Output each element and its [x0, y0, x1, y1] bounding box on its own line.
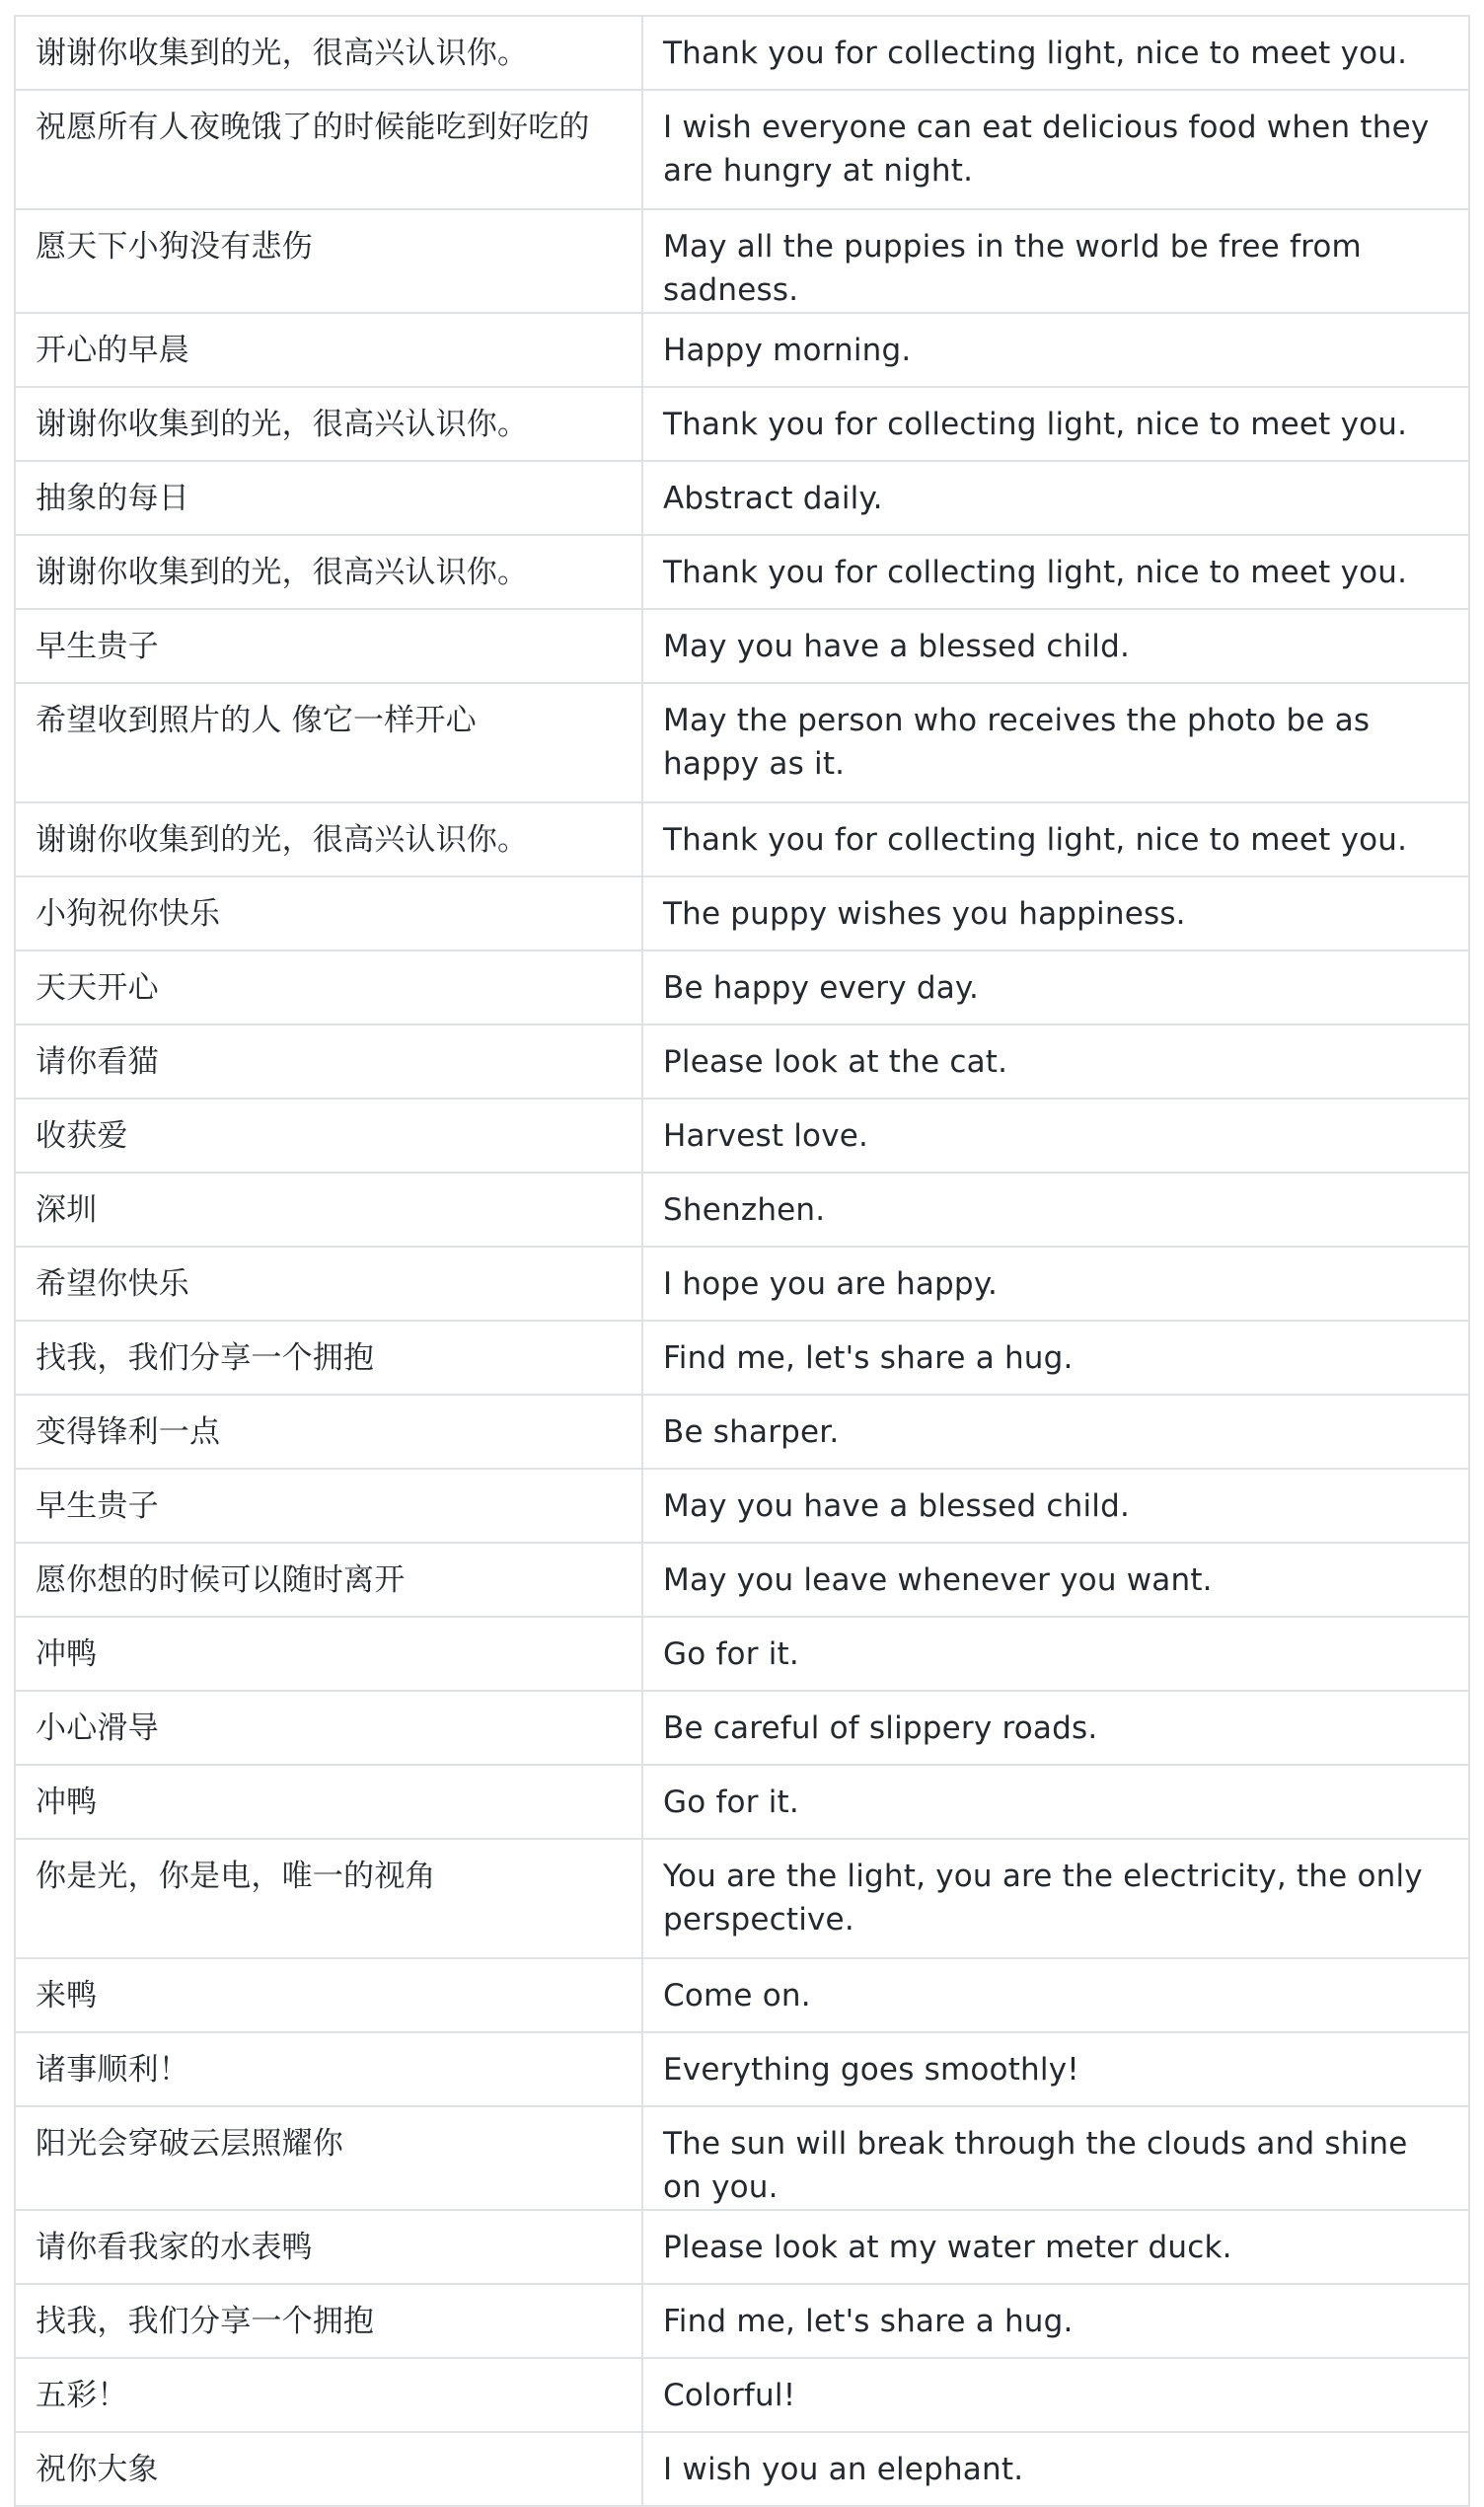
translation-table-container	[14, 15, 1468, 2507]
english-cell: Thank you for collecting light, nice to meet you.	[642, 387, 1469, 461]
translation-table	[14, 15, 1470, 2507]
table-row	[15, 535, 1469, 609]
table-row	[15, 1321, 1469, 1395]
table-row	[15, 1247, 1469, 1321]
chinese-cell: 深圳	[15, 1173, 642, 1247]
english-cell: May the person who receives the photo be as happy as it.	[642, 683, 1469, 802]
table-row	[15, 2032, 1469, 2106]
english-cell: Thank you for collecting light, nice to meet you.	[642, 16, 1469, 90]
table-row	[15, 950, 1469, 1025]
table-row	[15, 876, 1469, 950]
english-cell: May you leave whenever you want.	[642, 1543, 1469, 1617]
chinese-cell: 阳光会穿破云层照耀你	[15, 2106, 642, 2210]
table-row	[15, 1469, 1469, 1543]
chinese-cell: 祝愿所有人夜晚饿了的时候能吃到好吃的	[15, 90, 642, 209]
english-cell: May you have a blessed child.	[642, 609, 1469, 683]
chinese-cell: 冲鸭	[15, 1617, 642, 1691]
table-row	[15, 2358, 1469, 2432]
chinese-cell: 早生贵子	[15, 609, 642, 683]
table-row	[15, 1617, 1469, 1691]
english-cell: I hope you are happy.	[642, 1247, 1469, 1321]
table-row	[15, 16, 1469, 90]
chinese-cell: 谢谢你收集到的光，很高兴认识你。	[15, 802, 642, 876]
translation-table-body	[15, 16, 1469, 2506]
chinese-cell: 来鸭	[15, 1958, 642, 2032]
table-row	[15, 1839, 1469, 1958]
chinese-cell: 找我，我们分享一个拥抱	[15, 1321, 642, 1395]
english-cell: Abstract daily.	[642, 461, 1469, 535]
chinese-cell: 祝你大象	[15, 2432, 642, 2506]
table-row	[15, 461, 1469, 535]
english-cell: Be careful of slippery roads.	[642, 1691, 1469, 1765]
chinese-cell: 开心的早晨	[15, 313, 642, 387]
chinese-cell: 愿天下小狗没有悲伤	[15, 209, 642, 313]
table-row	[15, 90, 1469, 209]
table-row	[15, 2106, 1469, 2210]
english-cell: Please look at my water meter duck.	[642, 2210, 1469, 2284]
english-cell: You are the light, you are the electricity, the only perspective.	[642, 1839, 1469, 1958]
english-cell: Happy morning.	[642, 313, 1469, 387]
english-cell: Harvest love.	[642, 1099, 1469, 1173]
english-cell: Be sharper.	[642, 1395, 1469, 1469]
chinese-cell: 谢谢你收集到的光，很高兴认识你。	[15, 16, 642, 90]
english-cell: Thank you for collecting light, nice to meet you.	[642, 802, 1469, 876]
english-cell: Find me, let's share a hug.	[642, 2284, 1469, 2358]
table-row	[15, 609, 1469, 683]
chinese-cell: 早生贵子	[15, 1469, 642, 1543]
table-row	[15, 1691, 1469, 1765]
english-cell: Please look at the cat.	[642, 1025, 1469, 1099]
english-cell: The puppy wishes you happiness.	[642, 876, 1469, 950]
table-row	[15, 1543, 1469, 1617]
chinese-cell: 谢谢你收集到的光，很高兴认识你。	[15, 535, 642, 609]
table-row	[15, 387, 1469, 461]
table-row	[15, 2432, 1469, 2506]
english-cell: Come on.	[642, 1958, 1469, 2032]
table-row	[15, 209, 1469, 313]
english-cell: Colorful!	[642, 2358, 1469, 2432]
table-row	[15, 1099, 1469, 1173]
chinese-cell: 诸事顺利！	[15, 2032, 642, 2106]
english-cell: I wish everyone can eat delicious food when they are hungry at night.	[642, 90, 1469, 209]
table-row	[15, 2284, 1469, 2358]
table-row	[15, 1395, 1469, 1469]
english-cell: May all the puppies in the world be free from sadness.	[642, 209, 1469, 313]
chinese-cell: 变得锋利一点	[15, 1395, 642, 1469]
english-cell: Thank you for collecting light, nice to meet you.	[642, 535, 1469, 609]
english-cell: Be happy every day.	[642, 950, 1469, 1025]
chinese-cell: 希望你快乐	[15, 1247, 642, 1321]
table-row	[15, 802, 1469, 876]
english-cell: Shenzhen.	[642, 1173, 1469, 1247]
chinese-cell: 冲鸭	[15, 1765, 642, 1839]
table-row	[15, 1173, 1469, 1247]
table-row	[15, 2210, 1469, 2284]
english-cell: The sun will break through the clouds and shine on you.	[642, 2106, 1469, 2210]
chinese-cell: 谢谢你收集到的光，很高兴认识你。	[15, 387, 642, 461]
chinese-cell: 请你看猫	[15, 1025, 642, 1099]
english-cell: May you have a blessed child.	[642, 1469, 1469, 1543]
table-row	[15, 683, 1469, 802]
english-cell: Find me, let's share a hug.	[642, 1321, 1469, 1395]
table-row	[15, 1765, 1469, 1839]
english-cell: Go for it.	[642, 1617, 1469, 1691]
chinese-cell: 收获爱	[15, 1099, 642, 1173]
english-cell: Go for it.	[642, 1765, 1469, 1839]
chinese-cell: 小心滑导	[15, 1691, 642, 1765]
chinese-cell: 你是光，你是电，唯一的视角	[15, 1839, 642, 1958]
english-cell: I wish you an elephant.	[642, 2432, 1469, 2506]
chinese-cell: 找我，我们分享一个拥抱	[15, 2284, 642, 2358]
chinese-cell: 五彩！	[15, 2358, 642, 2432]
chinese-cell: 请你看我家的水表鸭	[15, 2210, 642, 2284]
english-cell: Everything goes smoothly!	[642, 2032, 1469, 2106]
chinese-cell: 抽象的每日	[15, 461, 642, 535]
chinese-cell: 小狗祝你快乐	[15, 876, 642, 950]
chinese-cell: 愿你想的时候可以随时离开	[15, 1543, 642, 1617]
chinese-cell: 希望收到照片的人 像它一样开心	[15, 683, 642, 802]
table-row	[15, 1958, 1469, 2032]
chinese-cell: 天天开心	[15, 950, 642, 1025]
table-row	[15, 313, 1469, 387]
table-row	[15, 1025, 1469, 1099]
